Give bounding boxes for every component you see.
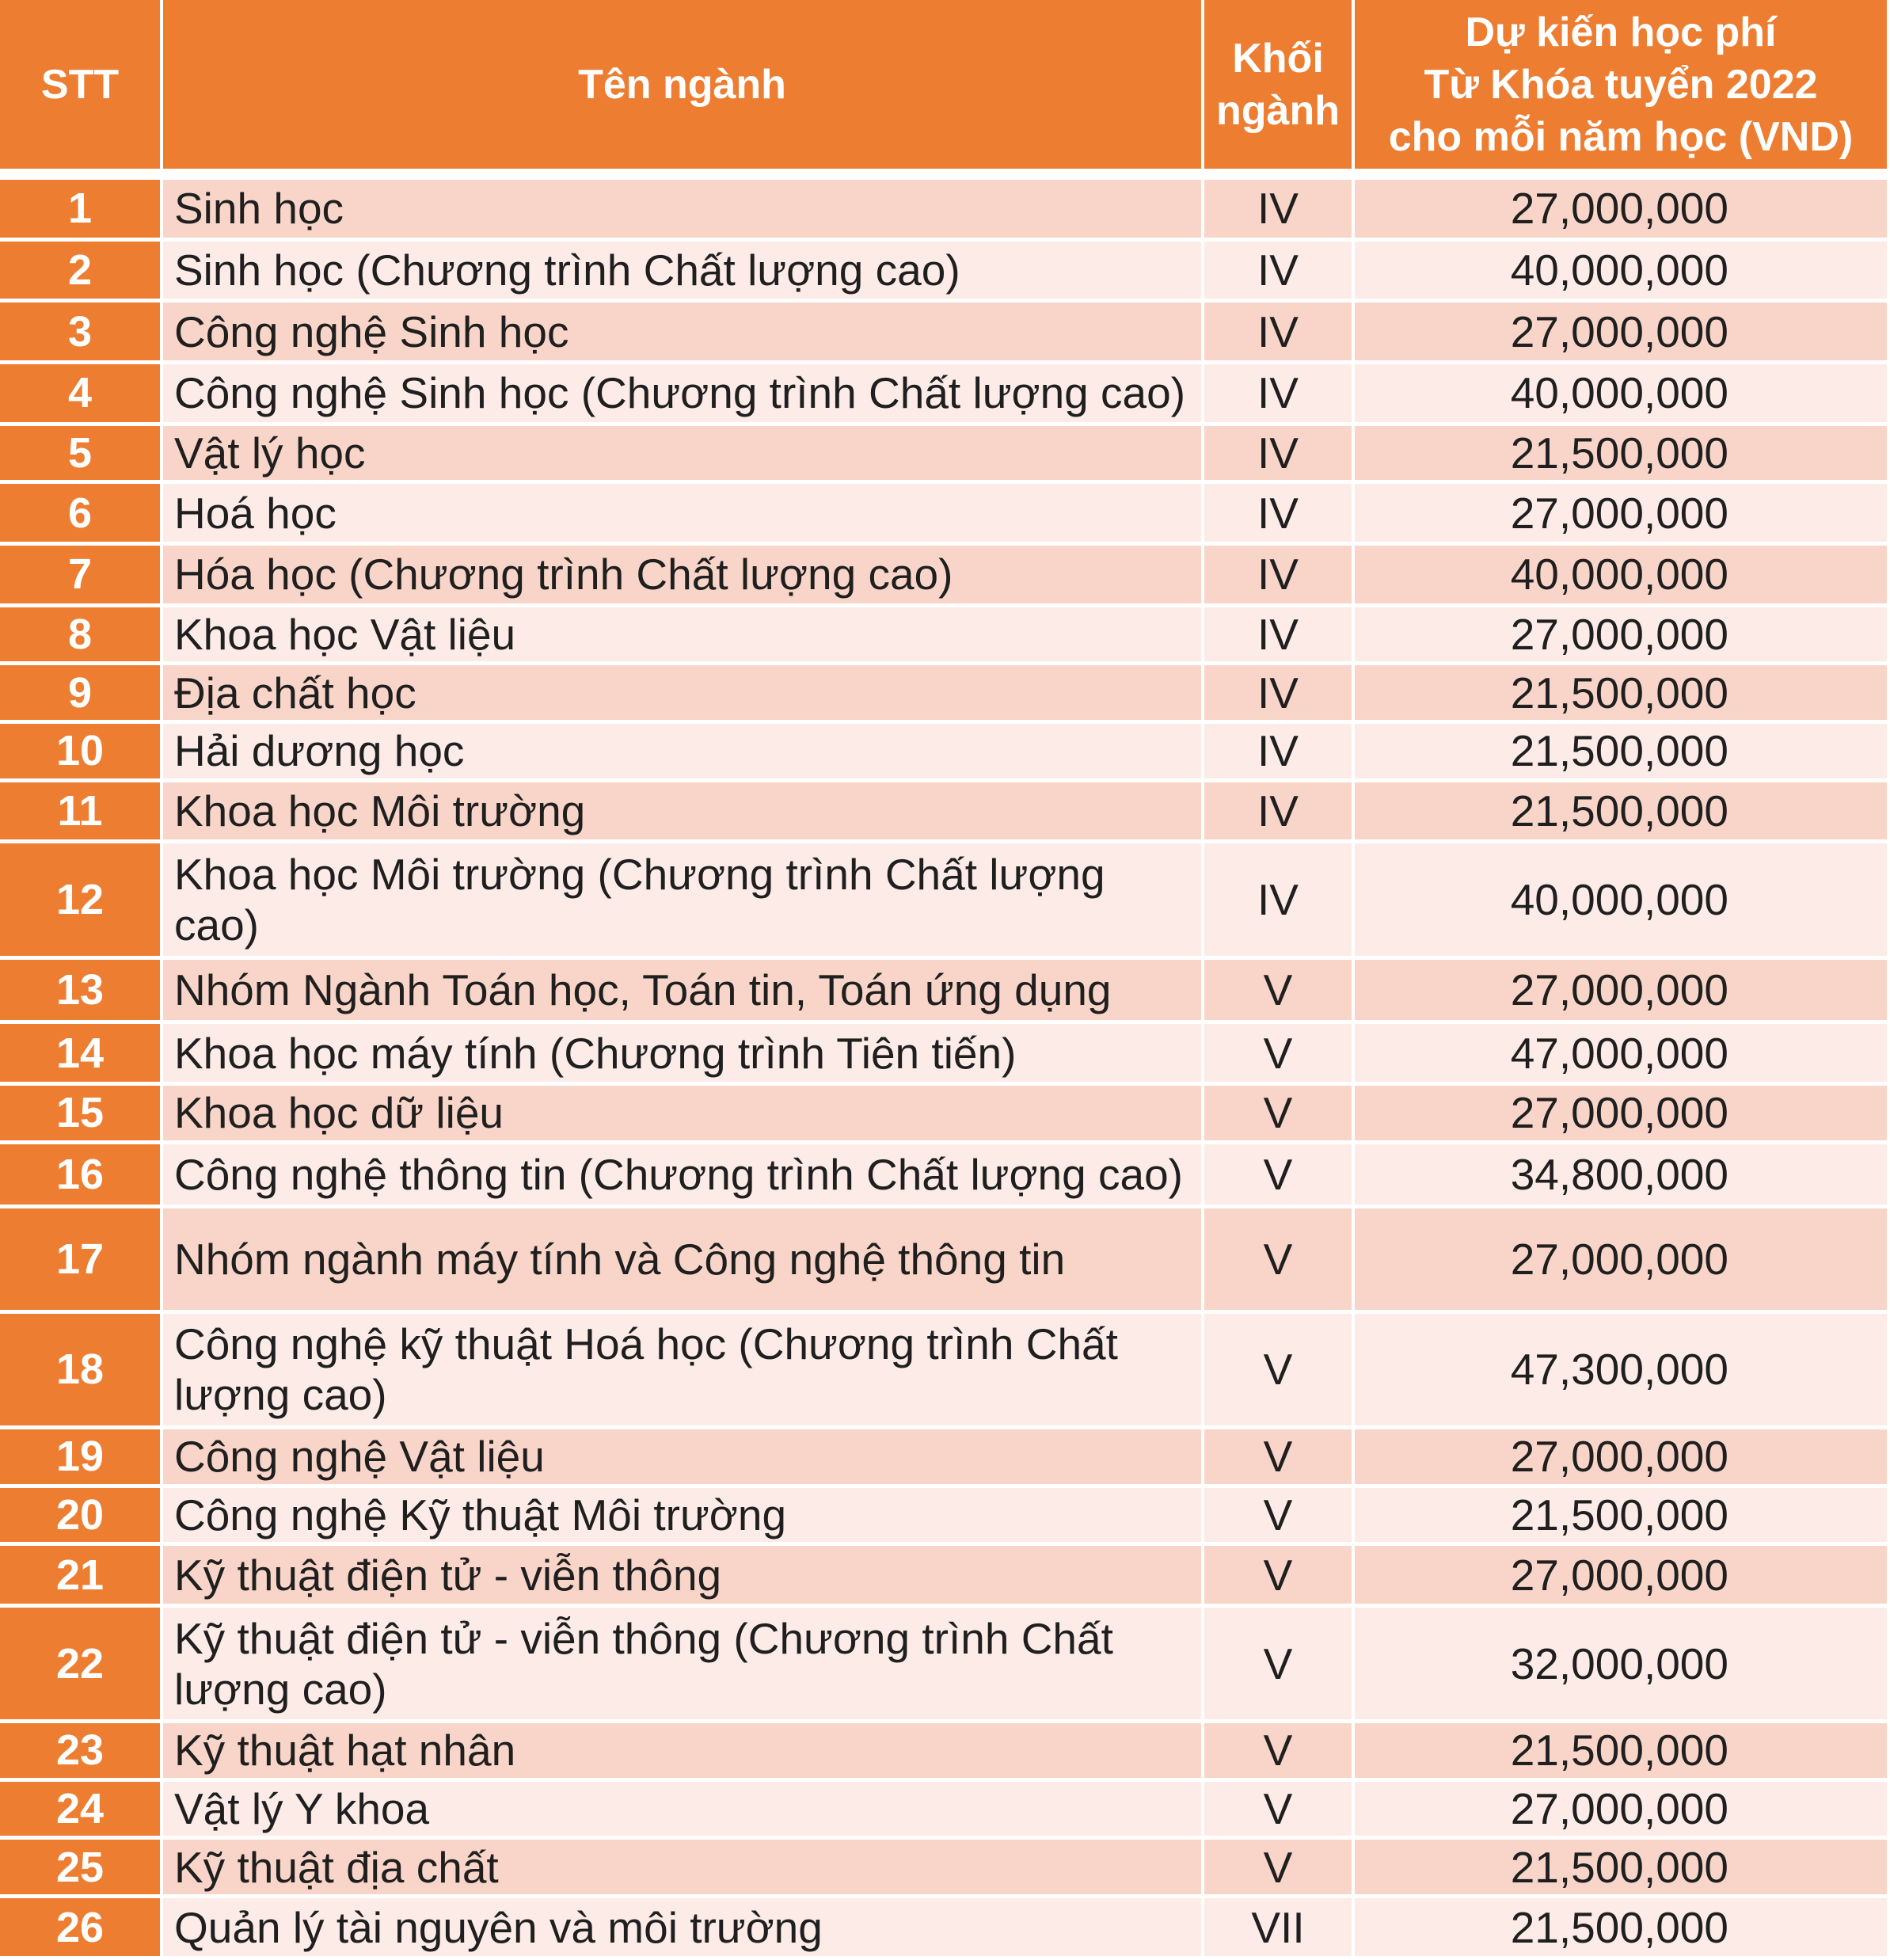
cell-block: IV	[1204, 607, 1355, 666]
cell-block: V	[1204, 1208, 1355, 1313]
cell-block: IV	[1204, 665, 1355, 724]
cell-stt: 12	[0, 843, 163, 959]
table-row	[0, 1608, 1890, 1723]
cell-stt: 17	[0, 1208, 163, 1313]
cell-block: V	[1204, 1608, 1355, 1723]
table-row	[0, 364, 1890, 426]
cell-fee: 21,500,000	[1355, 1723, 1890, 1782]
cell-name: Kỹ thuật điện tử - viễn thông (Chương trình Chất lượng cao)	[163, 1608, 1204, 1723]
table-row	[0, 484, 1890, 546]
table-row	[0, 1208, 1890, 1313]
header-fee-line: Từ Khóa tuyển 2022	[1424, 61, 1818, 108]
cell-stt: 5	[0, 426, 163, 485]
header-stt: STT	[0, 0, 163, 180]
cell-fee: 47,000,000	[1355, 1024, 1890, 1086]
cell-stt: 13	[0, 960, 163, 1025]
table-row	[0, 1314, 1890, 1429]
cell-name: Kỹ thuật hạt nhân	[163, 1723, 1204, 1782]
cell-name: Công nghệ Sinh học (Chương trình Chất lượng cao)	[163, 364, 1204, 426]
header-fee-line: Dự kiến học phí	[1465, 9, 1777, 55]
table-body	[0, 180, 1890, 1960]
cell-fee: 21,500,000	[1355, 1898, 1890, 1960]
cell-fee: 40,000,000	[1355, 242, 1890, 303]
cell-stt: 24	[0, 1782, 163, 1840]
cell-stt: 26	[0, 1898, 163, 1960]
cell-name: Hải dương học	[163, 724, 1204, 782]
cell-block: V	[1204, 1314, 1355, 1429]
cell-stt: 11	[0, 782, 163, 844]
table-row	[0, 843, 1890, 959]
cell-block: IV	[1204, 242, 1355, 303]
cell-fee: 47,300,000	[1355, 1314, 1890, 1429]
cell-block: IV	[1204, 546, 1355, 607]
cell-stt: 15	[0, 1086, 163, 1144]
cell-name: Khoa học máy tính (Chương trình Tiên tiến)	[163, 1024, 1204, 1086]
cell-block: IV	[1204, 303, 1355, 364]
cell-stt: 21	[0, 1546, 163, 1608]
cell-name: Hoá học	[163, 484, 1204, 546]
header-name: Tên ngành	[163, 0, 1204, 180]
cell-name: Nhóm Ngành Toán học, Toán tin, Toán ứng dụng	[163, 960, 1204, 1025]
table-row	[0, 1488, 1890, 1547]
table-row	[0, 1024, 1890, 1086]
cell-stt: 16	[0, 1144, 163, 1209]
cell-name: Vật lý Y khoa	[163, 1782, 1204, 1840]
cell-stt: 10	[0, 724, 163, 782]
cell-stt: 25	[0, 1840, 163, 1898]
cell-fee: 21,500,000	[1355, 782, 1890, 844]
cell-name: Sinh học	[163, 180, 1204, 242]
cell-block: V	[1204, 1488, 1355, 1547]
table-row	[0, 1546, 1890, 1608]
table-row	[0, 1723, 1890, 1782]
cell-name: Vật lý học	[163, 426, 1204, 485]
cell-stt: 9	[0, 665, 163, 724]
cell-stt: 7	[0, 546, 163, 607]
cell-block: V	[1204, 1429, 1355, 1488]
cell-stt: 1	[0, 180, 163, 242]
cell-block: V	[1204, 1840, 1355, 1898]
cell-fee: 21,500,000	[1355, 1488, 1890, 1547]
header-block-line: Khối	[1232, 35, 1324, 82]
table-row	[0, 960, 1890, 1025]
header-block-line: ngành	[1216, 87, 1340, 134]
cell-name: Địa chất học	[163, 665, 1204, 724]
cell-fee: 21,500,000	[1355, 1840, 1890, 1898]
table-row	[0, 1429, 1890, 1488]
table-row	[0, 303, 1890, 364]
cell-name: Kỹ thuật địa chất	[163, 1840, 1204, 1898]
cell-name: Công nghệ Sinh học	[163, 303, 1204, 364]
cell-stt: 2	[0, 242, 163, 303]
table-header-row	[0, 0, 1890, 180]
cell-block: V	[1204, 1024, 1355, 1086]
table-row	[0, 665, 1890, 724]
cell-block: V	[1204, 1086, 1355, 1144]
cell-block: V	[1204, 960, 1355, 1025]
cell-name: Kỹ thuật điện tử - viễn thông	[163, 1546, 1204, 1608]
header-fee-line: cho mỗi năm học (VND)	[1388, 113, 1854, 160]
cell-name: Công nghệ Vật liệu	[163, 1429, 1204, 1488]
table-row	[0, 242, 1890, 303]
cell-stt: 18	[0, 1314, 163, 1429]
cell-stt: 4	[0, 364, 163, 426]
cell-block: IV	[1204, 364, 1355, 426]
cell-stt: 3	[0, 303, 163, 364]
cell-stt: 14	[0, 1024, 163, 1086]
cell-fee: 34,800,000	[1355, 1144, 1890, 1209]
cell-name: Sinh học (Chương trình Chất lượng cao)	[163, 242, 1204, 303]
cell-block: V	[1204, 1723, 1355, 1782]
cell-fee: 27,000,000	[1355, 303, 1890, 364]
cell-fee: 27,000,000	[1355, 960, 1890, 1025]
cell-name: Hóa học (Chương trình Chất lượng cao)	[163, 546, 1204, 607]
cell-name: Công nghệ kỹ thuật Hoá học (Chương trình Chất lượng cao)	[163, 1314, 1204, 1429]
table-row	[0, 1144, 1890, 1209]
table-row	[0, 724, 1890, 782]
cell-fee: 32,000,000	[1355, 1608, 1890, 1723]
table-row	[0, 1782, 1890, 1840]
cell-fee: 21,500,000	[1355, 665, 1890, 724]
cell-fee: 27,000,000	[1355, 1208, 1890, 1313]
cell-fee: 40,000,000	[1355, 364, 1890, 426]
cell-fee: 27,000,000	[1355, 180, 1890, 242]
cell-block: IV	[1204, 484, 1355, 546]
cell-stt: 6	[0, 484, 163, 546]
cell-name: Khoa học Môi trường (Chương trình Chất lượng cao)	[163, 843, 1204, 959]
table-row	[0, 1086, 1890, 1144]
cell-block: V	[1204, 1782, 1355, 1840]
cell-fee: 27,000,000	[1355, 484, 1890, 546]
cell-name: Khoa học dữ liệu	[163, 1086, 1204, 1144]
cell-name: Công nghệ Kỹ thuật Môi trường	[163, 1488, 1204, 1547]
cell-block: V	[1204, 1144, 1355, 1209]
header-fee	[1355, 0, 1890, 180]
cell-block: IV	[1204, 843, 1355, 959]
header-block	[1204, 0, 1355, 180]
cell-fee: 21,500,000	[1355, 724, 1890, 782]
cell-block: VII	[1204, 1898, 1355, 1960]
cell-stt: 23	[0, 1723, 163, 1782]
cell-block: IV	[1204, 724, 1355, 782]
cell-fee: 27,000,000	[1355, 1782, 1890, 1840]
cell-name: Công nghệ thông tin (Chương trình Chất lượng cao)	[163, 1144, 1204, 1209]
table-row	[0, 546, 1890, 607]
table-row	[0, 1898, 1890, 1960]
cell-fee: 40,000,000	[1355, 546, 1890, 607]
cell-name: Khoa học Vật liệu	[163, 607, 1204, 666]
cell-block: V	[1204, 1546, 1355, 1608]
cell-name: Quản lý tài nguyên và môi trường	[163, 1898, 1204, 1960]
table-row	[0, 426, 1890, 485]
table-row	[0, 782, 1890, 844]
cell-block: IV	[1204, 180, 1355, 242]
cell-fee: 40,000,000	[1355, 843, 1890, 959]
cell-stt: 8	[0, 607, 163, 666]
cell-fee: 27,000,000	[1355, 607, 1890, 666]
table-row	[0, 1840, 1890, 1898]
table-row	[0, 607, 1890, 666]
cell-stt: 19	[0, 1429, 163, 1488]
cell-fee: 27,000,000	[1355, 1546, 1890, 1608]
cell-stt: 20	[0, 1488, 163, 1547]
cell-block: IV	[1204, 426, 1355, 485]
table-row	[0, 180, 1890, 242]
cell-fee: 21,500,000	[1355, 426, 1890, 485]
cell-stt: 22	[0, 1608, 163, 1723]
cell-fee: 27,000,000	[1355, 1086, 1890, 1144]
cell-name: Khoa học Môi trường	[163, 782, 1204, 844]
cell-name: Nhóm ngành máy tính và Công nghệ thông tin	[163, 1208, 1204, 1313]
cell-fee: 27,000,000	[1355, 1429, 1890, 1488]
cell-block: IV	[1204, 782, 1355, 844]
